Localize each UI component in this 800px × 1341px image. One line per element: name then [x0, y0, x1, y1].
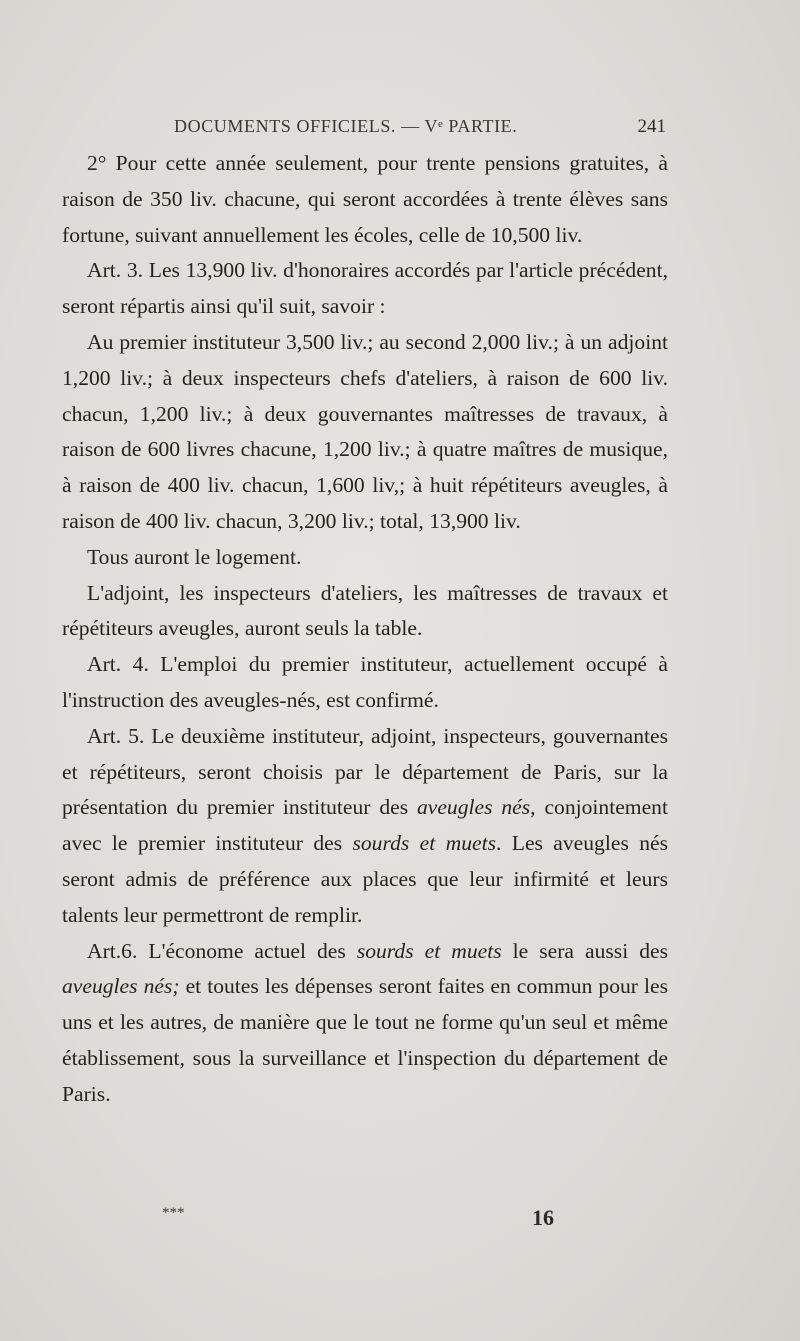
- paragraph-article-5: [62, 719, 668, 934]
- article-6-italic-b: aveugles nés;: [62, 974, 180, 999]
- paragraph-article-6: [62, 934, 668, 1113]
- article-6-text-c: et toutes les dépenses seront faites en commun pour les uns et les autres, de manière que le tout ne forme qu'un seul et même établissement, sous la surveillance et l'inspection du département de Paris.: [62, 974, 669, 1106]
- article-5-italic-b: sourds et muets: [352, 831, 496, 856]
- article-6-text-b: le sera aussi des: [501, 938, 668, 963]
- article-6-italic-a: sourds et muets: [356, 938, 502, 963]
- page-footer: [62, 1205, 668, 1235]
- article-5-text-a: Art. 5. Le deuxième instituteur, adjoint, inspecteurs, gouvernantes et répétiteurs, seront choisis par le département de Paris, sur la présentation du premier instituteur des: [62, 723, 668, 820]
- signature-mark: ***: [162, 1205, 185, 1221]
- paragraph-article-4: Art. 4. L'emploi du premier instituteur, actuellement occupé à l'instruction des aveugles-nés, est confirmé.: [62, 652, 668, 712]
- article-5-text-b: , conjointement avec le premier instituteur des: [62, 795, 668, 856]
- page-number: 241: [637, 116, 666, 137]
- article-6-text-a: Art.6. L'économe actuel des: [87, 938, 357, 963]
- paragraph-article-3: Art. 3. Les 13,900 liv. d'honoraires accordés par l'article précédent, seront répartis ainsi qu'il suit, savoir :: [62, 258, 668, 319]
- article-5-text-c: . Les aveugles nés seront admis de préférence aux places que leur infirmité et leurs talents leur permettront de remplir.: [62, 831, 668, 927]
- page-header: [62, 116, 666, 142]
- paragraph-table: L'adjoint, les inspecteurs d'ateliers, les maîtresses de travaux et répétiteurs aveugles, auront seuls la table.: [62, 580, 668, 641]
- running-title: DOCUMENTS OFFICIELS. — Vᵉ PARTIE.: [174, 116, 518, 136]
- sheet-number: 16: [532, 1205, 554, 1230]
- article-5-italic-a: aveugles nés: [416, 795, 531, 820]
- paragraph-lodging: Tous auront le logement.: [87, 544, 302, 569]
- paragraph-1: 2° Pour cette année seulement, pour trente pensions gratuites, à raison de 350 liv. chacune, qui seront accordées à trente élèves sans fortune, suivant annuellement les écoles, celle de 10,500 liv.: [62, 151, 668, 247]
- paragraph-salaries: Au premier instituteur 3,500 liv.; au second 2,000 liv.; à un adjoint 1,200 liv.; à deux inspecteurs chefs d'ateliers, à raison de 600 liv. chacun, 1,200 liv.; à deux gouvernantes maîtresses de travaux, à raison de 600 livres chacune, 1,200 liv.; à quatre maîtres de musique, à raison de 400 liv. chacun, 1,600 liv,; à huit répétiteurs aveugles, à raison de 400 liv. chacun, 3,200 liv.; total, 13,900 liv.: [62, 329, 668, 533]
- body-text: [62, 146, 668, 1113]
